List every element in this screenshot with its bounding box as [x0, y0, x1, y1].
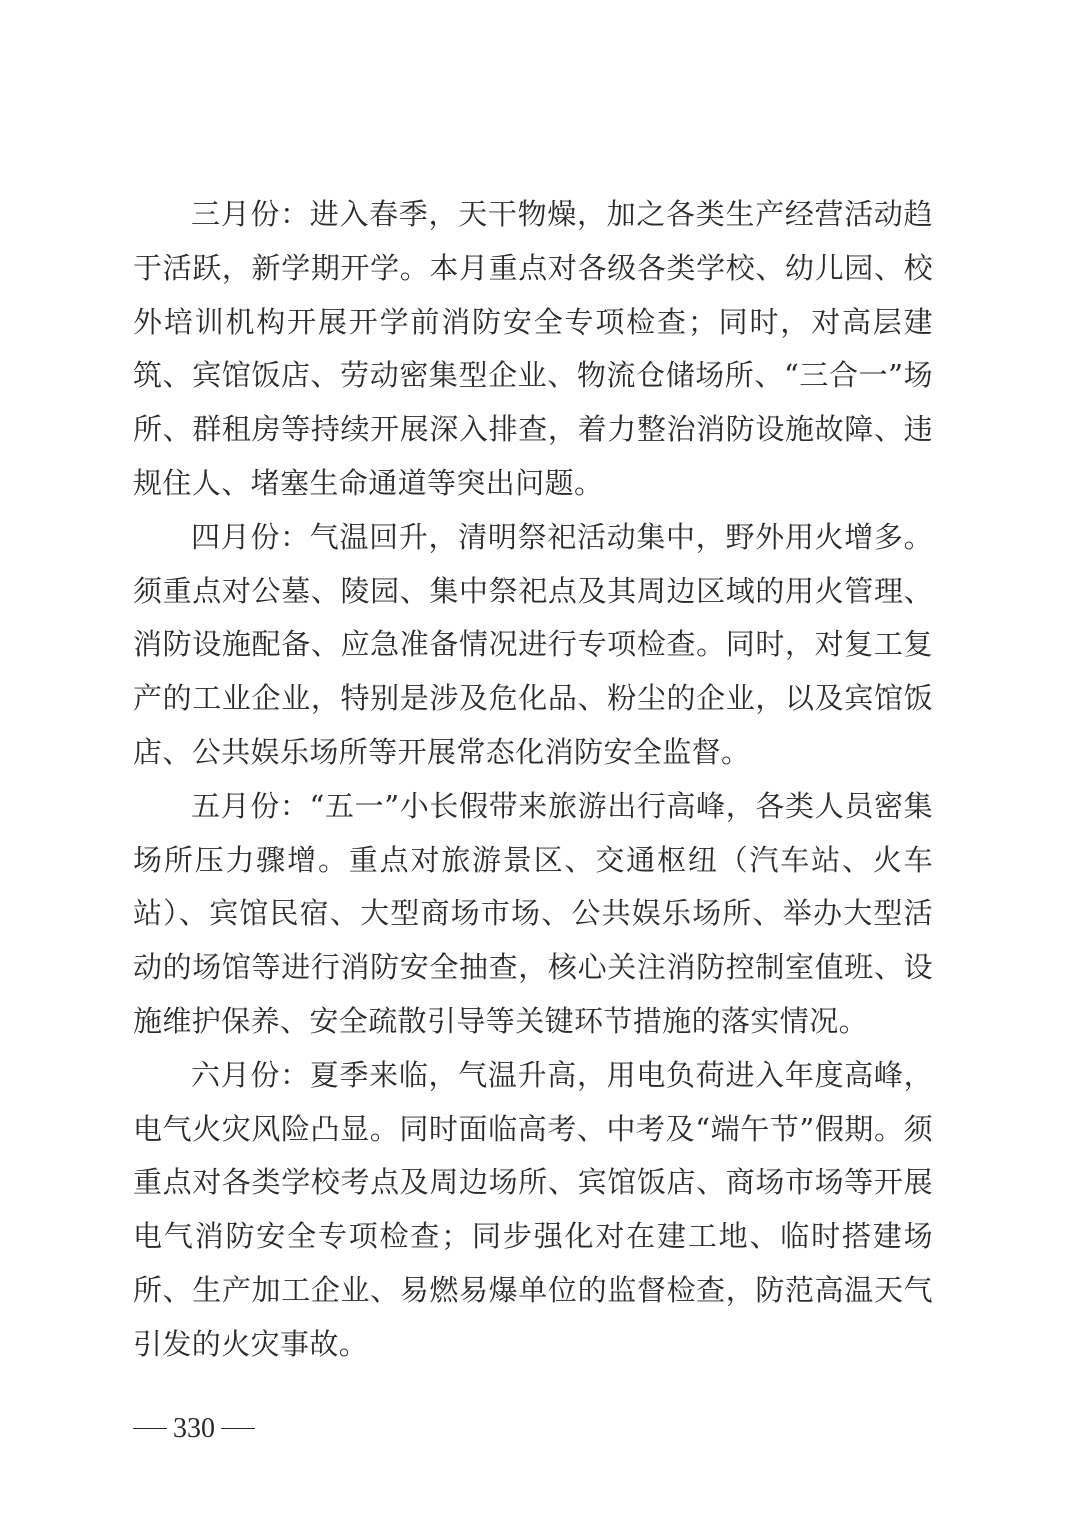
- paragraph-april: 四月份：气温回升，清明祭祀活动集中，野外用火增多。须重点对公墓、陵园、集中祭祀点及其周边区域的用火管理、消防设施配备、应急准备情况进行专项检查。同时，对复工复产的工业企业，特别是涉及危化品、粉尘的企业，以及宾馆饭店、公共娱乐场所等开展常态化消防安全监督。: [133, 519, 933, 769]
- footer-dash-right: [221, 1428, 255, 1430]
- document-body: [133, 188, 933, 1372]
- paragraph-june: 六月份：夏季来临，气温升高，用电负荷进入年度高峰，电气火灾风险凸显。同时面临高考、中考及“端午节”假期。须重点对各类学校考点及周边场所、宾馆饭店、商场市场等开展电气消防安全专项检查；同步强化对在建工地、临时搭建场所、生产加工企业、易燃易爆单位的监督检查，防范高温天气引发的火灾事故。: [133, 1057, 933, 1361]
- paragraph-may: 五月份：“五一”小长假带来旅游出行高峰，各类人员密集场所压力骤增。重点对旅游景区、交通枢纽（汽车站、火车站）、宾馆民宿、大型商场市场、公共娱乐场所、举办大型活动的场馆等进行消防安全抽查，核心关注消防控制室值班、设施维护保养、安全疏散引导等关键环节措施的落实情况。: [133, 788, 933, 1038]
- page-number: 330: [173, 1413, 215, 1444]
- footer-dash-left: [133, 1428, 167, 1430]
- paragraph-march: 三月份：进入春季，天干物燥，加之各类生产经营活动趋于活跃，新学期开学。本月重点对各级各类学校、幼儿园、校外培训机构开展开学前消防安全专项检查；同时，对高层建筑、宾馆饭店、劳动密集型企业、物流仓储场所、“三合一”场所、群租房等持续开展深入排查，着力整治消防设施故障、违规住人、堵塞生命通道等突出问题。: [133, 197, 933, 500]
- page-footer: [133, 1407, 261, 1451]
